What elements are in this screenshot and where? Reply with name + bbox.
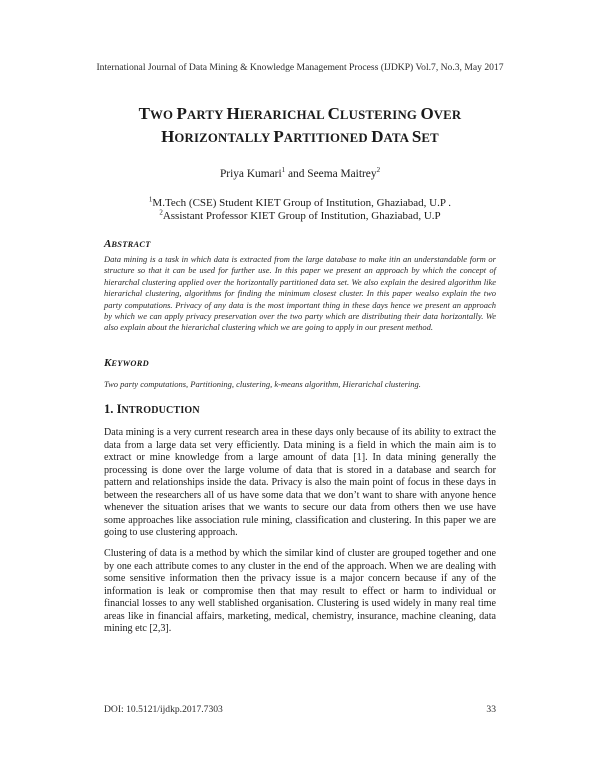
- affiliation-number: 2: [159, 208, 163, 217]
- author-name: Priya Kumari: [219, 168, 282, 180]
- title-line-2: [60, 126, 540, 149]
- page-number: 33: [486, 704, 496, 715]
- abstract-text: Data mining is a task in which data is extracted from the large database to make itin an understandable form or structure so that it can be used for further use. In this paper we present an approach by which the concept of hierarchal clustering applied over the horizontally partitioned data set. We also explain the desired algorithm like hierarichal clustering, algorithms for finding the minimum closest cluster. In this paper wealso explain the two party computations. Privacy of any data is the most important thing in these days hence we present an approach by which we can apply privacy preservation over the two party which are distributing their data horizontally. We also explain about the hierarichal clustering which we are going to apply in our present method.: [104, 254, 496, 333]
- affiliation-text: Assistant Professor KIET Group of Institution, Ghaziabad, U.P: [162, 210, 441, 222]
- affiliation-marker: 2: [376, 166, 381, 175]
- paper-title: [60, 103, 540, 149]
- footer-doi: DOI: 10.5121/ijdkp.2017.7303: [104, 704, 223, 715]
- introduction-paragraph: Data mining is a very current research area in these days only because of its ability to extract the data from a large data set very efficiently. Data mining is a field in which the main aim is to extract or mine knowledge from a large amount of data [1]. In data mining generally the processing is done over the large volume of data that is stored in a database and search for pattern and relationships inside the data. Privacy is also the main point of focus in these days in between the researchers all of us have some data that we don’t want to share with anyone hence whenever the situation arises that we wants to secure our data from others then we use have some approaches like association rule mining, classification and clustering. In this paper we are going to use clustering approach.: [104, 427, 496, 538]
- author-list: [0, 168, 600, 180]
- affiliation-number: 1: [148, 195, 153, 204]
- title-word: PARTITIONED: [273, 127, 372, 146]
- affiliation-1: [0, 197, 600, 209]
- title-word: OVER: [420, 104, 462, 123]
- title-word: SET: [411, 127, 439, 146]
- affiliation-text: M.Tech (CSE) Student KIET Group of Institution, Ghaziabad, U.P .: [152, 197, 452, 209]
- title-word: CLUSTERING: [327, 104, 421, 123]
- affiliation-marker: 1: [281, 166, 286, 175]
- title-word: HIERARICHAL: [226, 104, 328, 123]
- introduction-heading: 1. INTRODUCTION: [104, 402, 200, 416]
- title-word: HORIZONTALLY: [161, 127, 274, 146]
- title-line-1: [60, 103, 540, 126]
- title-word: PARTY: [176, 104, 227, 123]
- journal-header: International Journal of Data Mining & Knowledge Management Process (IJDKP) Vol.7, No.3, May 2017: [96, 62, 504, 73]
- title-word: DATA: [371, 127, 412, 146]
- introduction-paragraph: Clustering of data is a method by which the similar kind of cluster are grouped together and one by one each attribute comes to any cluster in the end of the approach. When we are dealing with some sensitive information then the privacy issue is a major concern because if any of the information is leak or compromise then that may result to effect or harm to individual or financial losses to any well stablished organisation. Clustering is used widely in many real time areas like in financial affairs, marketing, medical, chemistry, insurance, machine cleaning, data mining etc [2,3].: [104, 548, 496, 634]
- keyword-heading: KEYWORD: [104, 357, 149, 369]
- affiliation-2: [0, 210, 600, 222]
- title-word: TWO: [138, 104, 177, 123]
- author-name: Seema Maitrey: [307, 168, 377, 180]
- abstract-heading: ABSTRACT: [104, 238, 151, 250]
- keyword-text: Two party computations, Partitioning, clustering, k-means algorithm, Hierarichal clustering.: [104, 379, 421, 389]
- author-joiner: and: [285, 168, 308, 180]
